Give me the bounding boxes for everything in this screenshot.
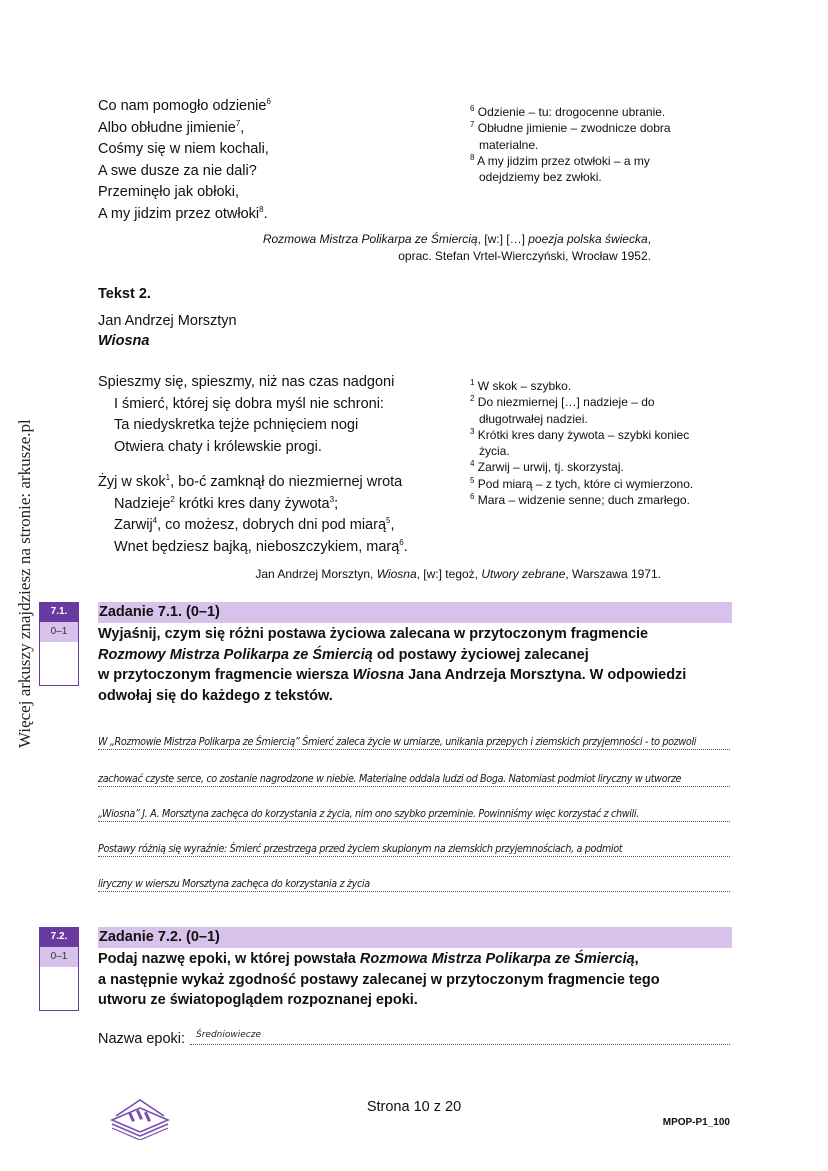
poem2-line: Otwiera chaty i królewskie progi. bbox=[114, 438, 322, 455]
poem2-line-c: , bbox=[390, 517, 395, 533]
task72-question bbox=[98, 949, 738, 1011]
task71-q1: Wyjaśnij, czym się różni postawa życiowa zalecana w przytoczonym fragmencie bbox=[98, 626, 649, 642]
footnote-text: Mara – widzenie senne; duch zmarłego. bbox=[477, 493, 690, 508]
poem2-line bbox=[98, 472, 408, 494]
task71-q4: odwołaj się do każdego z tekstów. bbox=[98, 687, 333, 704]
answer-line[interactable] bbox=[98, 764, 730, 787]
footnote-ref: 2 bbox=[170, 494, 175, 504]
footnote-text: Odzienie – tu: drogocenne ubranie. bbox=[477, 105, 666, 119]
footnote-text: Obłudne jimienie – zwodnicze dobra bbox=[477, 121, 671, 136]
handwritten-text: W „Rozmowie Mistrza Polikarpa ze Śmiercią” Śmierć zaleca życie w umiarze, unikania przepych i ziemskich przyjemności - to pozwoli bbox=[98, 736, 697, 748]
footnote-ref: 1 bbox=[165, 473, 171, 483]
footnote-text: odejdziemy bez zwłoki. bbox=[479, 170, 602, 185]
task72-header bbox=[98, 927, 732, 948]
footnote-num: 6 bbox=[470, 492, 475, 502]
handwritten-text: zachować czyste serce, co zostanie nagrodzone w niebie. Materialne oddala ludzi od Boga. Natomiast podmiot liryczny w utworze bbox=[98, 773, 682, 785]
poem1-line-text: A my jidzim przez otwłoki bbox=[98, 205, 260, 222]
footnote-ref: 3 bbox=[329, 494, 335, 504]
src2-d: Utwory zebrane bbox=[481, 567, 566, 581]
poem1-footnote bbox=[470, 137, 730, 153]
source-title2: poezja polska świecka bbox=[528, 232, 648, 246]
poem2-line: I śmierć, której się dobra myśl nie schroni: bbox=[114, 395, 384, 412]
task72-q2: a następnie wykaż zgodność postawy zalecanej w przytoczonym fragmencie tego bbox=[98, 971, 660, 988]
poem2-line-a: Zarwij bbox=[114, 517, 153, 533]
poem2-footnote bbox=[470, 411, 740, 427]
task71-score-box bbox=[39, 602, 79, 686]
poem1-footnote bbox=[470, 104, 730, 120]
poem2-line: Spieszmy się, spieszmy, niż nas czas nadgoni bbox=[98, 374, 395, 390]
poem2-line-b: , bo-ć zamknął do niezmiernej wrota bbox=[170, 474, 403, 490]
poem2-line bbox=[98, 537, 408, 559]
source-title: Rozmowa Mistrza Polikarpa ze Śmiercią bbox=[262, 232, 478, 246]
poem1-line bbox=[98, 118, 271, 140]
text2-heading: Tekst 2. bbox=[98, 286, 151, 302]
poem2-line-c: ; bbox=[334, 495, 339, 512]
poem1 bbox=[98, 96, 271, 225]
epoch-field[interactable] bbox=[98, 1030, 730, 1048]
poem2-line-a: Żyj w skok bbox=[98, 474, 166, 490]
source-line2: oprac. Stefan Vrtel-Wierczyński, Wrocław 1952. bbox=[398, 248, 651, 263]
poem1-footnotes bbox=[470, 104, 730, 185]
epoch-label: Nazwa epoki: bbox=[98, 1031, 186, 1047]
poem1-line-text: Albo obłudne jimienie bbox=[98, 119, 236, 136]
text2-title: Wiosna bbox=[98, 333, 150, 349]
poem1-footnote bbox=[470, 153, 730, 169]
poem1-line-punct: , bbox=[240, 119, 245, 136]
task71-q2-rest: od postawy życiowej zalecanej bbox=[372, 646, 589, 663]
poem1-line bbox=[98, 204, 271, 226]
footnote-ref: 5 bbox=[386, 516, 391, 526]
task71-points: 0–1 bbox=[39, 622, 79, 642]
poem2-line-a: Nadzieje bbox=[114, 495, 171, 512]
poem2-line-b: krótki kres dany żywota bbox=[174, 495, 330, 512]
task72-points: 0–1 bbox=[39, 947, 79, 967]
handwritten-text: „Wiosna” J. A. Morsztyna zachęca do korzystania z życia, nim ono szybko przeminie. Powinniśmy więc korzystać z chwili. bbox=[98, 808, 639, 820]
poem1-line-text: Co nam pomogło odzienie bbox=[98, 98, 267, 114]
task71-q2-italic: Rozmowy Mistrza Polikarpa ze Śmiercią bbox=[98, 646, 373, 663]
source-mid: , [w:] […] bbox=[477, 232, 529, 246]
footnote-ref: 7 bbox=[235, 118, 241, 128]
poem2-footnote bbox=[470, 443, 740, 459]
poem2-line: Ta niedyskretka tejże pchnięciem nogi bbox=[114, 417, 359, 433]
poem2-footnote bbox=[470, 476, 740, 492]
footnote-text: Pod miarą – z tych, które ci wymierzono. bbox=[477, 476, 694, 491]
epoch-answer: Średniowiecze bbox=[196, 1030, 261, 1040]
footnote-num: 4 bbox=[470, 459, 475, 469]
poem2-footnotes bbox=[470, 378, 740, 508]
answer-line[interactable] bbox=[98, 869, 730, 892]
poem1-line bbox=[98, 182, 271, 204]
task72-q3: utworu ze światopoglądem rozpoznanej epoki. bbox=[98, 992, 418, 1008]
poem2-line-b: , co możesz, dobrych dni pod miarą bbox=[157, 517, 387, 533]
exam-code: MPOP-P1_100 bbox=[662, 1117, 730, 1128]
footnote-num: 1 bbox=[470, 378, 475, 387]
text2-author: Jan Andrzej Morsztyn bbox=[98, 313, 237, 329]
task71-header-text: Zadanie 7.1. (0–1) bbox=[99, 604, 220, 620]
footnote-num: 6 bbox=[470, 104, 475, 113]
poem1-line-text: Przeminęło jak obłoki, bbox=[98, 184, 240, 200]
answer-line[interactable] bbox=[98, 727, 730, 750]
handwritten-text: liryczny w wierszu Morsztyna zachęca do korzystania z życia bbox=[98, 878, 370, 890]
footnote-num: 3 bbox=[470, 426, 475, 436]
poem1-source bbox=[98, 231, 651, 264]
footnote-ref: 4 bbox=[152, 516, 158, 526]
footnote-text: materialne. bbox=[479, 137, 539, 152]
poem1-footnote bbox=[470, 169, 730, 185]
source-end: , bbox=[647, 232, 651, 246]
handwritten-text: Postawy różnią się wyraźnie: Śmierć przestrzega przed życiem skupionym na ziemskich przyjemnościach, a podmiot bbox=[98, 843, 623, 855]
poem1-line bbox=[98, 139, 271, 161]
footnote-text: Zarwij – urwij, tj. skorzystaj. bbox=[477, 460, 624, 475]
footnote-ref: 6 bbox=[399, 537, 404, 547]
epoch-dotted-line bbox=[190, 1044, 730, 1045]
task72-score-field[interactable] bbox=[39, 967, 79, 1011]
poem2-source bbox=[98, 566, 661, 583]
poem2-footnote bbox=[470, 459, 740, 475]
poem1-line-punct: . bbox=[263, 205, 268, 222]
footnote-text: długotrwałej nadziei. bbox=[479, 411, 588, 426]
task71-header bbox=[98, 602, 732, 623]
poem1-line bbox=[98, 161, 271, 183]
task72-score-box bbox=[39, 927, 79, 1011]
footnote-text: W skok – szybko. bbox=[477, 379, 572, 393]
task71-q3-a: w przytoczonym fragmencie wiersza bbox=[98, 667, 353, 683]
poem2-footnote bbox=[470, 394, 740, 410]
task71-q3-b: Jana Andrzeja Morsztyna. W odpowiedzi bbox=[404, 667, 687, 683]
poem1-line bbox=[98, 96, 271, 118]
task71-score-field[interactable] bbox=[39, 642, 79, 686]
task71-q3-italic: Wiosna bbox=[352, 667, 405, 683]
footnote-num: 5 bbox=[470, 475, 475, 485]
task71-number: 7.1. bbox=[39, 602, 79, 622]
poem1-footnote bbox=[470, 120, 730, 136]
footnote-text: A my jidzim przez otwłoki – a my bbox=[477, 153, 650, 168]
poem1-line-text: A swe dusze za nie dali? bbox=[98, 162, 257, 179]
poem2-stanza1 bbox=[98, 372, 394, 458]
poem2-footnote bbox=[470, 427, 740, 443]
poem2-line-b: . bbox=[403, 538, 408, 555]
page-number: Strona 10 z 20 bbox=[366, 1099, 462, 1115]
task72-header-text: Zadanie 7.2. (0–1) bbox=[99, 929, 220, 945]
src2-c: , [w:] tegoż, bbox=[416, 567, 482, 581]
poem2-footnote bbox=[470, 378, 740, 394]
footnote-ref: 8 bbox=[259, 204, 264, 214]
task72-q1-a: Podaj nazwę epoki, w której powstała bbox=[98, 951, 360, 967]
footnote-text: życia. bbox=[479, 444, 510, 459]
footnote-num: 2 bbox=[470, 394, 475, 404]
footnote-text: Do niezmiernej […] nadzieje – do bbox=[477, 395, 655, 410]
footnote-num: 7 bbox=[470, 120, 475, 130]
src2-b: Wiosna bbox=[376, 567, 417, 581]
poem2-line bbox=[98, 515, 408, 537]
poem2-line bbox=[98, 494, 408, 516]
poem2-stanza2 bbox=[98, 472, 408, 558]
side-watermark-text: Więcej arkuszy znajdziesz na stronie: arkusze.pl bbox=[15, 419, 34, 748]
footnote-text: Krótki kres dany żywota – szybki koniec bbox=[477, 427, 690, 442]
task72-number: 7.2. bbox=[39, 927, 79, 947]
src2-e: , Warszawa 1971. bbox=[565, 567, 661, 581]
task71-question bbox=[98, 624, 738, 706]
footnote-ref: 6 bbox=[266, 97, 271, 107]
poem2-line-a: Wnet będziesz bajką, nieboszczykiem, marą bbox=[114, 538, 400, 555]
answer-line[interactable] bbox=[98, 834, 730, 857]
task72-q1-italic: Rozmowa Mistrza Polikarpa ze Śmiercią bbox=[359, 951, 635, 967]
poem1-line-text: Cośmy się w niem kochali, bbox=[98, 141, 269, 157]
poem2-footnote bbox=[470, 492, 740, 508]
task72-q1-b: , bbox=[634, 951, 639, 967]
footnote-num: 8 bbox=[470, 152, 475, 162]
answer-line[interactable] bbox=[98, 799, 730, 822]
src2-a: Jan Andrzej Morsztyn, bbox=[255, 567, 377, 581]
